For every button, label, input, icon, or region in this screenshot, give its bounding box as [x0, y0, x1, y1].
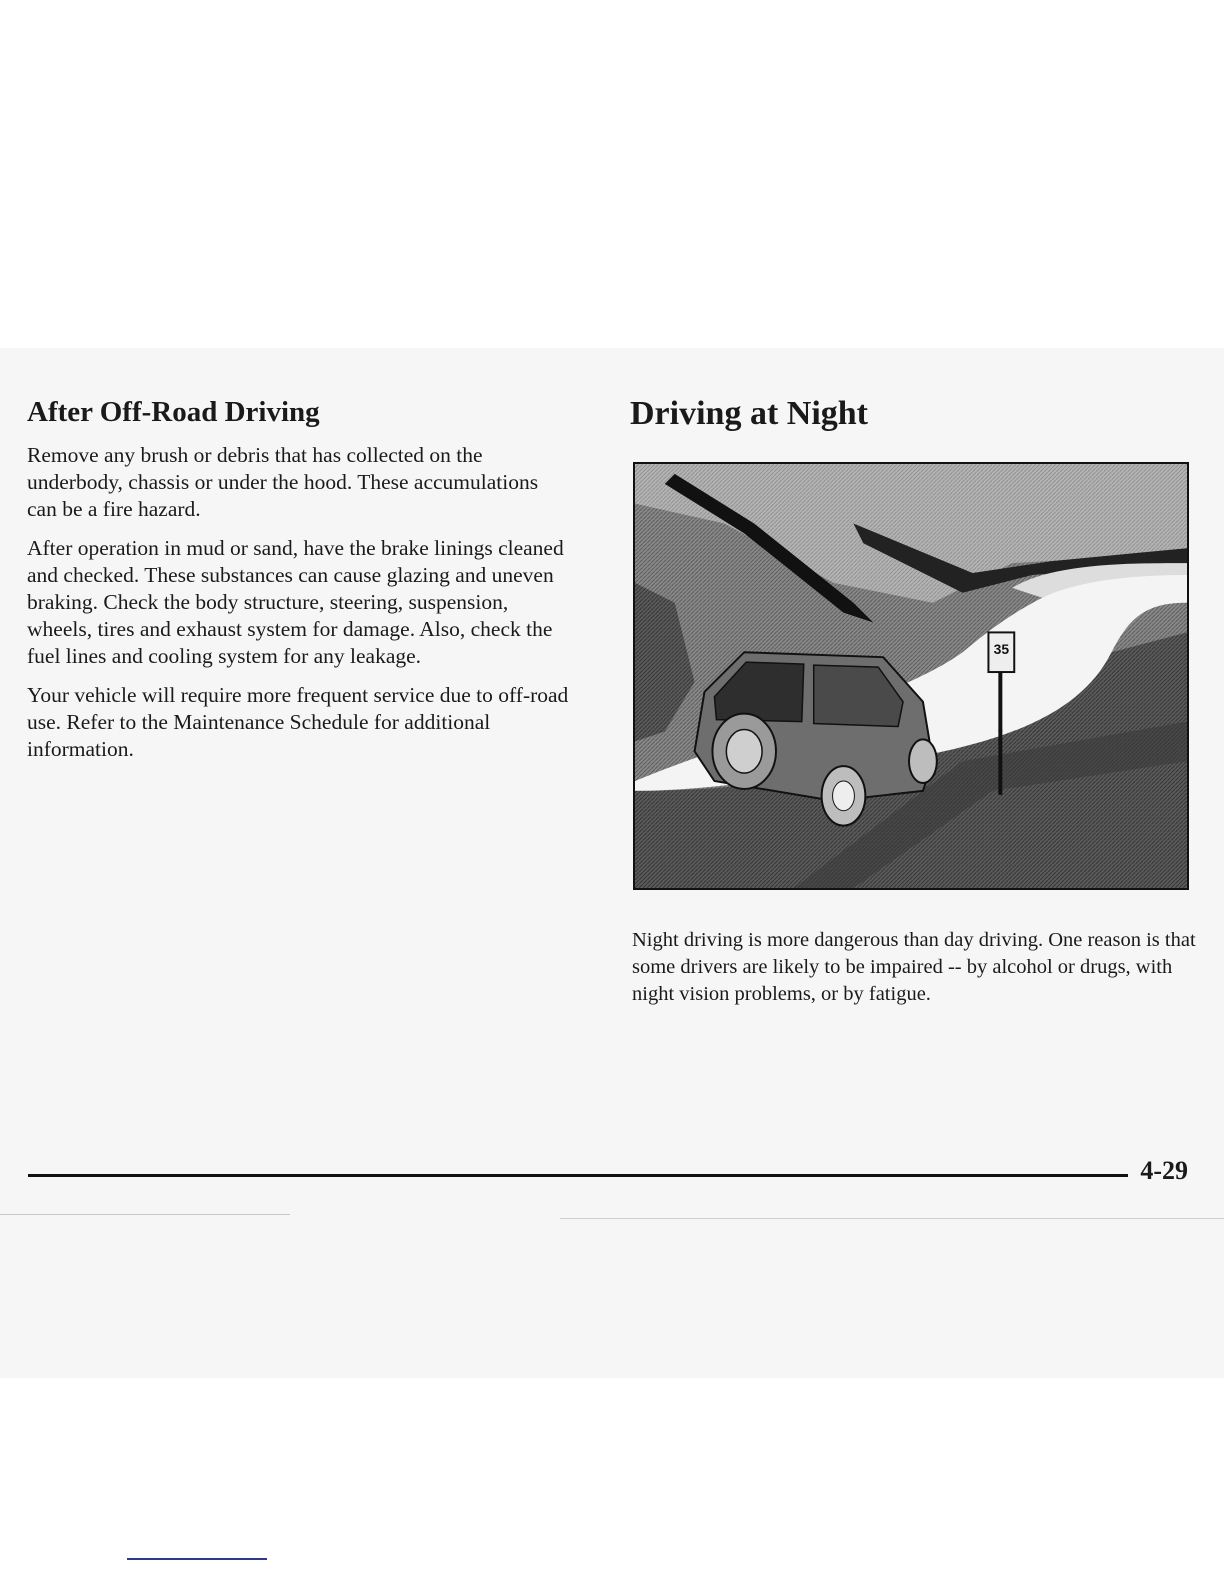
scan-artifact-line [560, 1218, 1224, 1219]
paragraph-mud-sand: After operation in mud or sand, have the brake linings cleaned and checked. These substances can cause glazing and uneven braking. Check the body structure, steering, suspension, wheels, tires and exhaust system for damage. Also, check the fuel lines and cooling system for any leakage. [27, 536, 564, 668]
scan-artifact-line [0, 1214, 290, 1215]
paragraph-debris: Remove any brush or debris that has collected on the underbody, chassis or under the hood. These accumulations can be a fire hazard. [27, 443, 539, 521]
page-number: 4-29 [1140, 1156, 1188, 1185]
section-title-off-road: After Off-Road Driving [27, 396, 320, 428]
left-column [27, 392, 572, 775]
footer-rule [28, 1174, 1128, 1177]
right-column [630, 392, 1190, 446]
section-title-night: Driving at Night [630, 395, 868, 432]
paragraph-maintenance: Your vehicle will require more frequent service due to off-road use. Refer to the Maintenance Schedule for additional information. [27, 683, 569, 761]
svg-text:35: 35 [993, 641, 1010, 658]
bottom-rule-mark [127, 1558, 267, 1560]
night-driving-caption: Night driving is more dangerous than day driving. One reason is that some drivers are likely to be impaired -- by alcohol or drugs, with night vision problems, or by fatigue. [632, 929, 1196, 1005]
night-scene-drawing [635, 464, 1187, 888]
night-driving-illustration [633, 462, 1189, 890]
